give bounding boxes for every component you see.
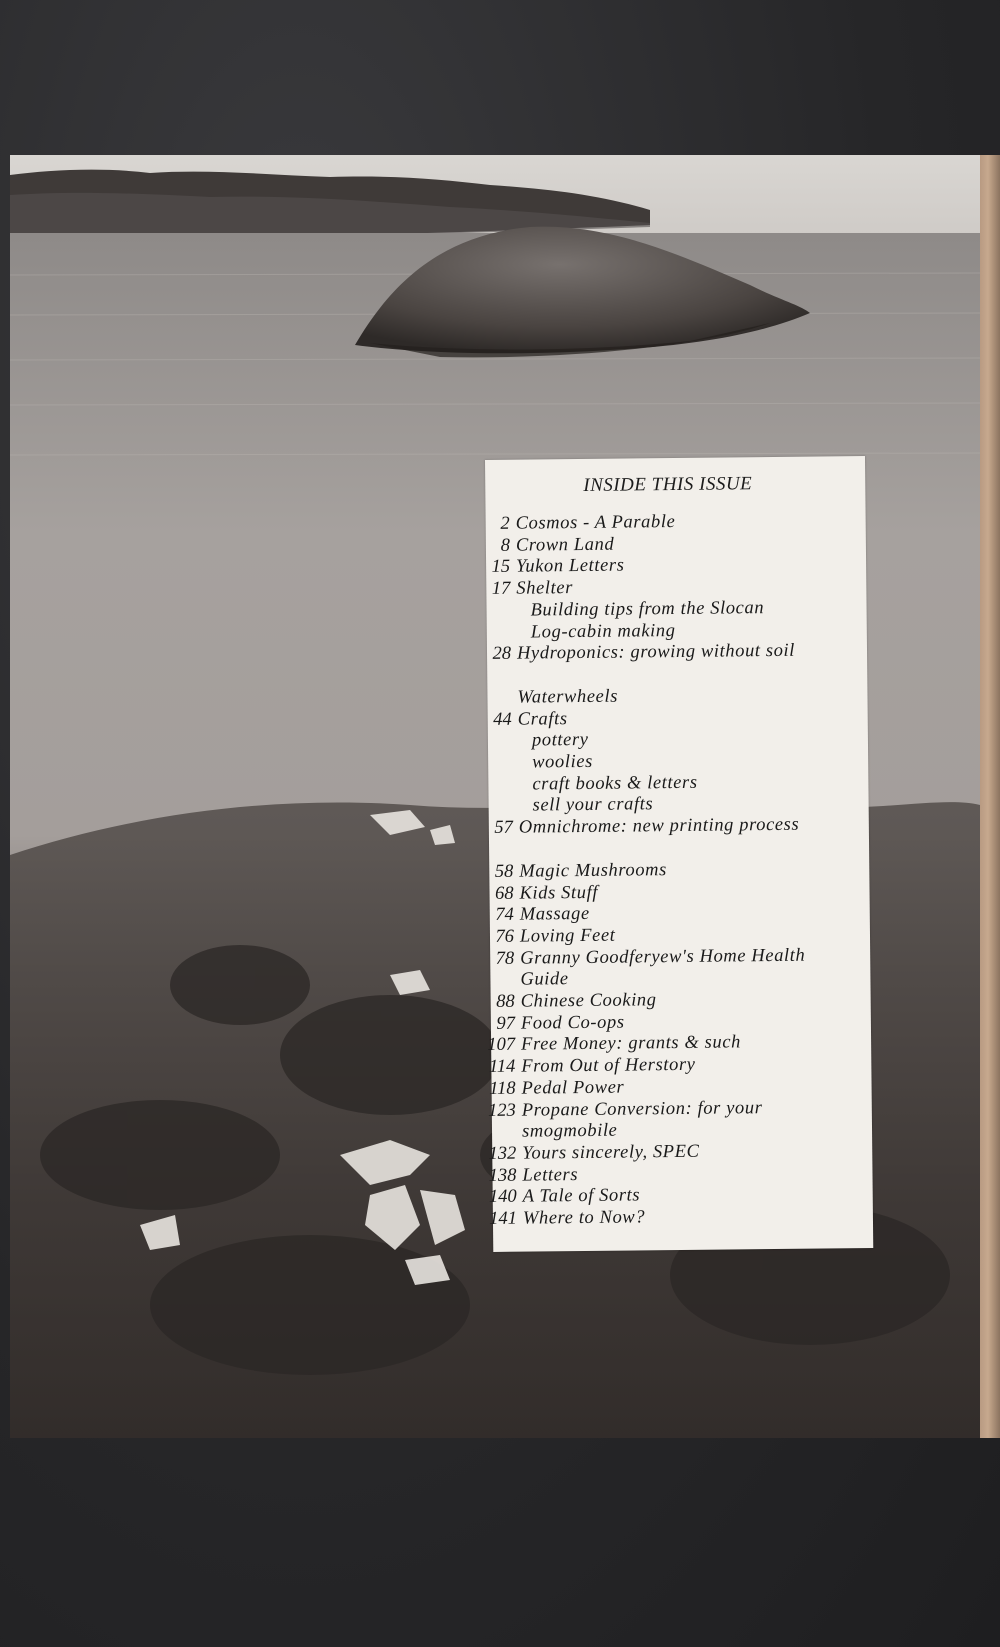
toc-entry-title: Propane Conversion: for your: [521, 1097, 763, 1121]
toc-entry-title: Omnichrome: new printing process: [518, 814, 800, 838]
toc-entry-title: Yukon Letters: [516, 555, 625, 578]
toc-entry-title: Food Co-ops: [520, 1012, 625, 1034]
toc-page-number: 123: [487, 1100, 516, 1121]
toc-page-number: 58: [494, 861, 514, 882]
toc-entry-title: Hydroponics: growing without soil: [516, 640, 796, 664]
page-edge: [980, 155, 1000, 1438]
toc-entry-title: Waterwheels: [517, 686, 619, 708]
toc-entry-title: A Tale of Sorts: [522, 1185, 641, 1207]
toc-title: INSIDE THIS ISSUE: [583, 473, 753, 496]
toc-page-number: 118: [489, 1078, 516, 1099]
toc-page-number: 107: [487, 1035, 516, 1056]
toc-page-number: 141: [489, 1208, 518, 1229]
toc-entry: [489, 813, 864, 839]
toc-page-number: 44: [493, 709, 512, 730]
toc-page-number: 74: [495, 904, 514, 926]
toc-entry-title: woolies: [532, 751, 594, 773]
toc-page-number: 78: [495, 948, 515, 969]
toc-entry-title: Chinese Cooking: [520, 990, 657, 1012]
table-of-contents: [485, 456, 873, 1252]
toc-page-number: 138: [488, 1165, 517, 1186]
toc-entry-title: craft books & letters: [532, 772, 698, 795]
toc-entry-title: Crafts: [517, 708, 568, 730]
toc-entry-title: pottery: [531, 730, 589, 751]
toc-entry-title: Pedal Power: [521, 1077, 625, 1099]
toc-page-number: 15: [491, 557, 511, 578]
toc-entry-title: Log-cabin making: [530, 620, 676, 643]
toc-entry-title: Building tips from the Slocan: [530, 597, 765, 621]
toc-entry-title: Loving Feet: [519, 925, 616, 947]
toc-entry-title: Shelter: [516, 578, 574, 599]
toc-entry-title: sell your crafts: [532, 794, 654, 816]
toc-page-number: 76: [495, 926, 515, 947]
toc-page-number: 88: [496, 991, 515, 1012]
toc-entry-title: Cosmos - A Parable: [515, 512, 676, 534]
toc-page-number: 140: [488, 1187, 517, 1208]
toc-page-number: 28: [492, 643, 512, 665]
toc-entry-title: From Out of Herstory: [521, 1054, 696, 1077]
toc-entry: [487, 639, 862, 665]
toc-entry-title: Free Money: grants & such: [521, 1032, 742, 1056]
toc-entry: [489, 1204, 868, 1230]
toc-page-number: 114: [488, 1056, 516, 1078]
toc-page-number: 97: [496, 1013, 516, 1034]
toc-page-number: 132: [488, 1143, 517, 1164]
toc-entry-title: Crown Land: [515, 534, 615, 556]
toc-entry-title: Yours sincerely, SPEC: [522, 1141, 700, 1164]
toc-entry-title: Letters: [522, 1164, 579, 1186]
toc-entry-title: smogmobile: [521, 1120, 618, 1142]
toc-entry-title: Guide: [520, 969, 569, 990]
toc-page-number: 57: [494, 817, 513, 839]
toc-entry-title: Kids Stuff: [519, 882, 599, 904]
toc-entry-title: Granny Goodferyew's Home Health: [520, 945, 806, 969]
toc-page-number: 17: [491, 578, 511, 600]
toc-entry-title: Magic Mushrooms: [519, 859, 667, 882]
toc-entry-title: Massage: [519, 904, 590, 925]
toc-entry-title: Where to Now?: [522, 1207, 646, 1229]
toc-page-number: 2: [500, 513, 510, 534]
toc-page-number: 8: [500, 535, 511, 556]
toc-page-number: 68: [494, 883, 514, 904]
